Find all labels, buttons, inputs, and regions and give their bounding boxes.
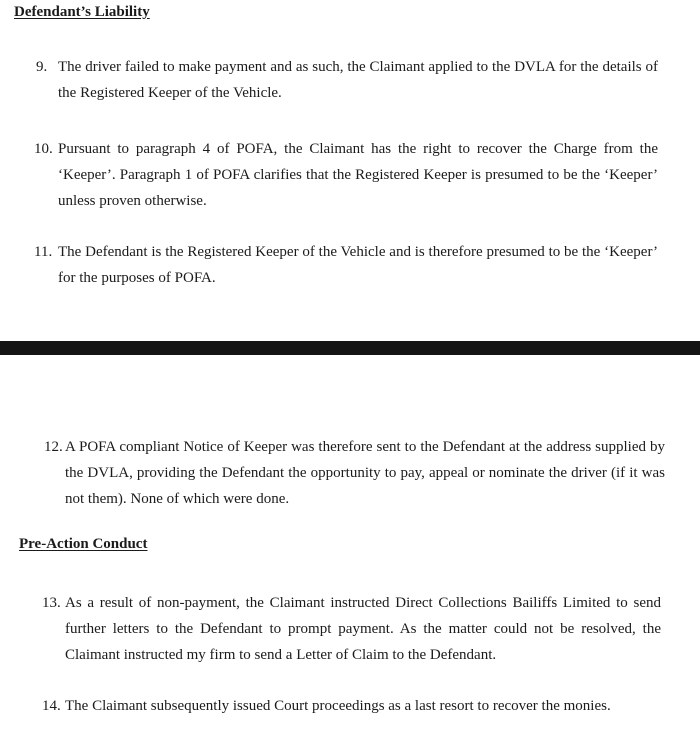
paragraph-number: 14.	[42, 698, 61, 714]
paragraph-14	[42, 693, 665, 719]
page-break-divider	[0, 341, 700, 355]
paragraph-number: 10.	[34, 141, 53, 157]
paragraph-number: 12.	[44, 439, 63, 455]
section-heading-defendants-liability: Defendant’s Liability	[14, 4, 150, 20]
paragraph-text: The Defendant is the Registered Keeper of the Vehicle and is therefore presumed to be the ‘Keeper’ for the purposes of POFA.	[58, 244, 658, 286]
paragraph-text: As a result of non-payment, the Claimant instructed Direct Collections Bailiffs Limited to send further letters to the Defendant to prompt payment. As the matter could not be resolved, the Claimant instructed my firm to send a Letter of Claim to the Defendant.	[65, 595, 661, 663]
paragraph-13	[42, 590, 661, 668]
paragraph-number: 13.	[42, 595, 61, 611]
paragraph-11	[34, 239, 658, 291]
paragraph-text: The Claimant subsequently issued Court proceedings as a last resort to recover the monies.	[65, 698, 611, 714]
paragraph-9	[36, 54, 658, 106]
paragraph-text: A POFA compliant Notice of Keeper was therefore sent to the Defendant at the address supplied by the DVLA, providing the Defendant the opportunity to pay, appeal or nominate the driver (if it was not them). None of which were done.	[65, 439, 665, 507]
paragraph-text: The driver failed to make payment and as such, the Claimant applied to the DVLA for the details of the Registered Keeper of the Vehicle.	[58, 59, 658, 101]
paragraph-number: 9.	[36, 59, 48, 75]
paragraph-number: 11.	[34, 244, 53, 260]
section-heading-pre-action-conduct: Pre-Action Conduct	[19, 536, 148, 552]
paragraph-10	[34, 136, 658, 214]
paragraph-text: Pursuant to paragraph 4 of POFA, the Claimant has the right to recover the Charge from the ‘Keeper’. Paragraph 1 of POFA clarifies that the Registered Keeper is presumed to be the ‘Keeper’ unless proven otherwise.	[58, 141, 658, 209]
paragraph-12	[44, 434, 665, 512]
